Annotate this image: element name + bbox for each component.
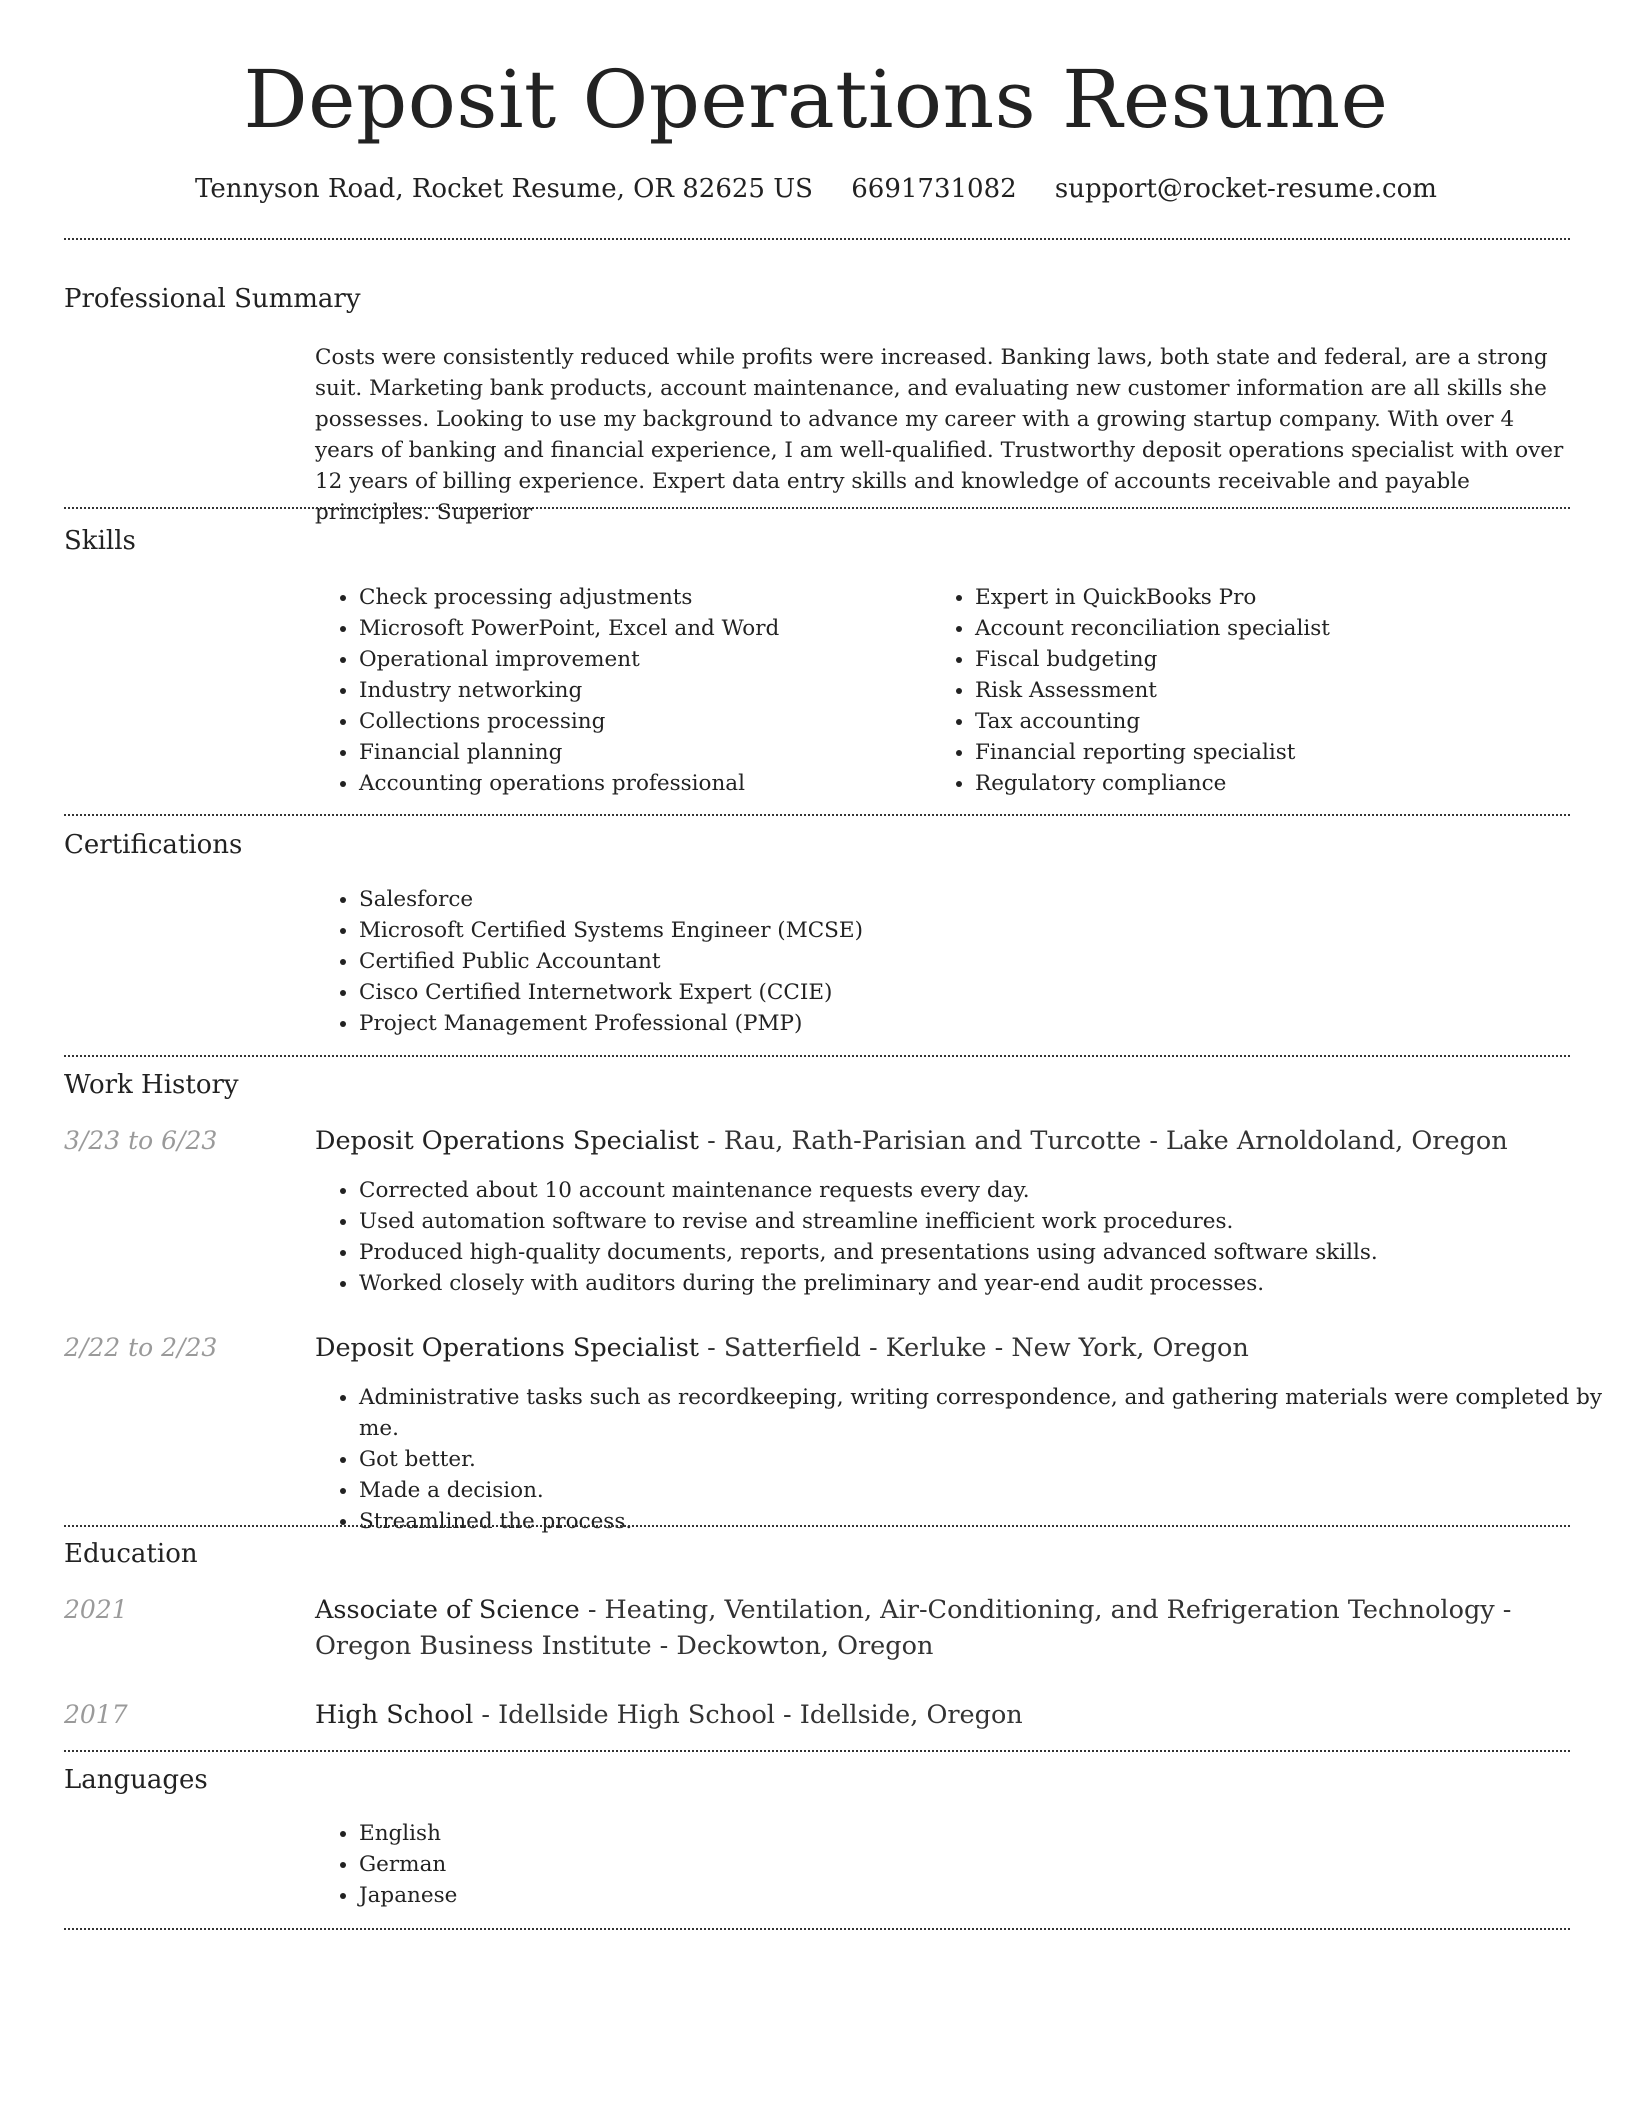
list-item: • Produced high-quality documents, reports, and presentations using advanced software skills. bbox=[359, 1237, 1609, 1268]
list-item: • Tax accounting bbox=[975, 706, 1575, 737]
summary-text: Costs were consistently reduced while profits were increased. Banking laws, both state and federal, are a strong suit. Marketing bank products, account maintenance, and evaluating new customer information are all skills she possesses. Looking to use my background to advance my career with a growing startup company. With over 4 years of banking and financial experience, I am well-qualified. Trustworthy deposit operations specialist with over 12 years of billing experience. Expert data entry skills and knowledge of accounts receivable and payable principles. Superior bbox=[315, 345, 1564, 525]
list-item: • Certified Public Accountant bbox=[359, 946, 1559, 977]
list-item: • Financial planning bbox=[359, 737, 919, 768]
list-item: • Administrative tasks such as recordkeeping, writing correspondence, and gathering materials were completed by me. bbox=[359, 1382, 1609, 1444]
skills-list-left bbox=[315, 582, 919, 799]
list-item: • Risk Assessment bbox=[975, 675, 1575, 706]
list-item: • Streamlined the process. bbox=[359, 1506, 1609, 1537]
list-item: • Microsoft Certified Systems Engineer (MCSE) bbox=[359, 915, 1559, 946]
section-title-languages: Languages bbox=[64, 1765, 208, 1795]
divider bbox=[64, 1750, 1570, 1752]
list-item: • Expert in QuickBooks Pro bbox=[975, 582, 1575, 613]
job-employer-location: - Rau, Rath-Parisian and Turcotte - Lake Arnoldoland, Oregon bbox=[699, 1126, 1508, 1156]
job-bullets bbox=[315, 1382, 1609, 1537]
list-item: • Check processing adjustments bbox=[359, 582, 919, 613]
job-role: Deposit Operations Specialist bbox=[315, 1126, 700, 1156]
list-item: • Project Management Professional (PMP) bbox=[359, 1008, 1559, 1039]
list-item: • Regulatory compliance bbox=[975, 768, 1575, 799]
job-bullets bbox=[315, 1175, 1609, 1299]
list-item: • Collections processing bbox=[359, 706, 919, 737]
section-title-certifications: Certifications bbox=[64, 830, 243, 860]
email: support@rocket-resume.com bbox=[1054, 174, 1437, 204]
list-item: • Fiscal budgeting bbox=[975, 644, 1575, 675]
languages-list bbox=[315, 1818, 959, 1911]
degree: High School bbox=[315, 1700, 474, 1730]
list-item: • Got better. bbox=[359, 1444, 1609, 1475]
list-item: • Salesforce bbox=[359, 884, 1559, 915]
section-title-skills: Skills bbox=[64, 526, 136, 556]
section-title-summary: Professional Summary bbox=[64, 284, 361, 314]
list-item: • Accounting operations professional bbox=[359, 768, 919, 799]
degree: Associate of Science bbox=[315, 1595, 580, 1625]
list-item: • Corrected about 10 account maintenance requests every day. bbox=[359, 1175, 1609, 1206]
certifications-list bbox=[315, 884, 1559, 1039]
education-year: 2017 bbox=[64, 1700, 128, 1729]
job-role: Deposit Operations Specialist bbox=[315, 1333, 700, 1363]
phone: 6691731082 bbox=[851, 174, 1017, 204]
list-item: • Made a decision. bbox=[359, 1475, 1609, 1506]
list-item: • Used automation software to revise and streamline inefficient work procedures. bbox=[359, 1206, 1609, 1237]
education-entry bbox=[315, 1592, 1570, 1664]
skills-list-right bbox=[931, 582, 1575, 799]
list-item: • Worked closely with auditors during the preliminary and year-end audit processes. bbox=[359, 1268, 1609, 1299]
job-title bbox=[315, 1123, 1570, 1159]
education-details: - Heating, Ventilation, Air-Conditioning, and Refrigeration Technology - Oregon Business Institute - Deckowton, Oregon bbox=[315, 1595, 1512, 1661]
list-item: • Cisco Certified Internetwork Expert (CCIE) bbox=[359, 977, 1559, 1008]
list-item: • Industry networking bbox=[359, 675, 919, 706]
divider bbox=[64, 1055, 1570, 1057]
list-item: • Japanese bbox=[359, 1880, 959, 1911]
job-dates: 2/22 to 2/23 bbox=[64, 1333, 218, 1362]
divider bbox=[64, 814, 1570, 816]
job-dates: 3/23 to 6/23 bbox=[64, 1126, 218, 1155]
list-item: • English bbox=[359, 1818, 959, 1849]
list-item: • Operational improvement bbox=[359, 644, 919, 675]
resume-name: Deposit Operations Resume bbox=[243, 53, 1389, 146]
list-item: • Financial reporting specialist bbox=[975, 737, 1575, 768]
education-details: - Idellside High School - Idellside, Oregon bbox=[473, 1700, 1023, 1730]
job-title bbox=[315, 1330, 1570, 1366]
job-employer-location: - Satterfield - Kerluke - New York, Oregon bbox=[699, 1333, 1249, 1363]
list-item: • Account reconciliation specialist bbox=[975, 613, 1575, 644]
section-title-education: Education bbox=[64, 1539, 198, 1569]
list-item: • German bbox=[359, 1849, 959, 1880]
list-item: • Microsoft PowerPoint, Excel and Word bbox=[359, 613, 919, 644]
divider bbox=[64, 1928, 1570, 1930]
section-title-work-history: Work History bbox=[64, 1070, 239, 1100]
divider bbox=[64, 238, 1570, 240]
divider bbox=[64, 507, 1570, 509]
education-year: 2021 bbox=[64, 1595, 128, 1624]
divider bbox=[64, 1525, 1570, 1527]
contact-line bbox=[0, 172, 1632, 206]
address: Tennyson Road, Rocket Resume, OR 82625 US bbox=[195, 174, 813, 204]
education-entry bbox=[315, 1697, 1570, 1733]
